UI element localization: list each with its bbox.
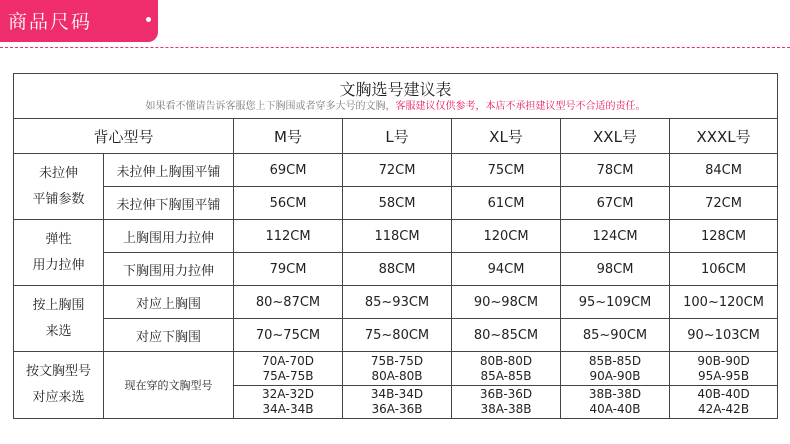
size-code: 38B-38D xyxy=(588,386,642,401)
size-code: 38A-38B xyxy=(480,401,532,416)
size-code: 42A-42B xyxy=(698,401,750,416)
dashed-divider xyxy=(0,47,790,48)
table-cell: 58CM xyxy=(343,187,452,220)
size-code: 90B-90D xyxy=(697,353,750,368)
table-cell: 78CM xyxy=(561,154,670,187)
table-cell: 88CM xyxy=(343,253,452,286)
table-cell: 98CM xyxy=(561,253,670,286)
row-label: 上胸围用力拉伸 xyxy=(104,220,234,253)
table-cell: 85~93CM xyxy=(343,286,452,319)
group-label-line: 未拉伸 xyxy=(38,165,78,181)
table-cell: 94CM xyxy=(452,253,561,286)
table-title-cell xyxy=(14,74,778,119)
size-code: 90A-90B xyxy=(589,368,641,383)
size-code: 32A-32D xyxy=(261,386,315,401)
note-gray-text: 如果看不懂请告诉客服您上下胸围或者穿多大号的文胸， xyxy=(145,101,396,112)
size-header-xxl: XXL号 xyxy=(561,119,670,154)
group-label-line: 弹性 xyxy=(45,231,72,247)
size-table xyxy=(13,73,778,419)
table-cell: 75~80CM xyxy=(343,319,452,352)
size-code: 40A-40B xyxy=(589,401,641,416)
section-header-tab xyxy=(0,0,158,42)
group-label-line: 来选 xyxy=(45,323,72,339)
vest-size-header: 背心型号 xyxy=(14,119,234,154)
size-code: 40B-40D xyxy=(697,386,750,401)
group-label-by-bust xyxy=(14,286,104,352)
size-code: 75A-75B xyxy=(262,368,314,383)
table-cell: 106CM xyxy=(670,253,778,286)
table-cell: 72CM xyxy=(670,187,778,220)
table-cell: 118CM xyxy=(343,220,452,253)
bra-size-cell-xxl xyxy=(561,352,670,419)
table-cell: 124CM xyxy=(561,220,670,253)
group-label-stretched xyxy=(14,220,104,286)
table-cell: 90~103CM xyxy=(670,319,778,352)
group-label-line: 按上胸围 xyxy=(32,297,85,313)
size-code: 75B-75D xyxy=(370,353,424,368)
size-header-l: L号 xyxy=(343,119,452,154)
size-header-xxxl: XXXL号 xyxy=(670,119,778,154)
table-cell: 95~109CM xyxy=(561,286,670,319)
size-code: 36A-36B xyxy=(371,401,423,416)
table-cell: 100~120CM xyxy=(670,286,778,319)
table-cell: 90~98CM xyxy=(452,286,561,319)
bra-size-cell-xl xyxy=(452,352,561,419)
row-label: 下胸围用力拉伸 xyxy=(104,253,234,286)
row-label: 对应下胸围 xyxy=(104,319,234,352)
table-cell: 112CM xyxy=(234,220,343,253)
row-label: 未拉伸下胸围平铺 xyxy=(104,187,234,220)
size-code: 85B-85D xyxy=(588,353,642,368)
bra-size-cell-xxxl xyxy=(670,352,778,419)
group-label-line: 用力拉伸 xyxy=(32,257,85,273)
size-code: 95A-95B xyxy=(698,368,750,383)
table-cell: 69CM xyxy=(234,154,343,187)
header-dot-icon xyxy=(146,17,151,22)
size-header-xl: XL号 xyxy=(452,119,561,154)
group-label-unstretched xyxy=(14,154,104,220)
table-cell: 80~87CM xyxy=(234,286,343,319)
table-note xyxy=(14,100,777,114)
table-cell: 128CM xyxy=(670,220,778,253)
size-header-m: M号 xyxy=(234,119,343,154)
group-label-line: 按文胸型号 xyxy=(25,364,91,379)
table-cell: 85~90CM xyxy=(561,319,670,352)
table-cell: 70~75CM xyxy=(234,319,343,352)
size-code: 34B-34D xyxy=(370,386,424,401)
table-cell: 120CM xyxy=(452,220,561,253)
table-cell: 75CM xyxy=(452,154,561,187)
group-label-by-bra-size xyxy=(14,352,104,419)
row-label: 对应上胸围 xyxy=(104,286,234,319)
table-cell: 61CM xyxy=(452,187,561,220)
group-label-line: 平铺参数 xyxy=(32,191,85,207)
size-code: 70A-70D xyxy=(261,353,315,368)
table-cell: 79CM xyxy=(234,253,343,286)
group-label-line: 对应来选 xyxy=(32,390,85,405)
row-label: 现在穿的文胸型号 xyxy=(104,352,234,419)
table-cell: 84CM xyxy=(670,154,778,187)
bra-size-cell-m xyxy=(234,352,343,419)
table-cell: 56CM xyxy=(234,187,343,220)
row-label: 未拉伸上胸围平铺 xyxy=(104,154,234,187)
table-cell: 67CM xyxy=(561,187,670,220)
size-code: 34A-34B xyxy=(262,401,314,416)
size-code: 36B-36D xyxy=(479,386,533,401)
note-red-text: 客服建议仅供参考，本店不承担建议型号不合适的责任。 xyxy=(395,101,646,112)
bra-size-cell-l xyxy=(343,352,452,419)
size-code: 80B-80D xyxy=(479,353,533,368)
table-cell: 72CM xyxy=(343,154,452,187)
table-cell: 80~85CM xyxy=(452,319,561,352)
section-title: 商品尺码 xyxy=(8,11,93,33)
table-title: 文胸选号建议表 xyxy=(339,80,452,99)
size-code: 85A-85B xyxy=(480,368,532,383)
size-code: 80A-80B xyxy=(371,368,423,383)
